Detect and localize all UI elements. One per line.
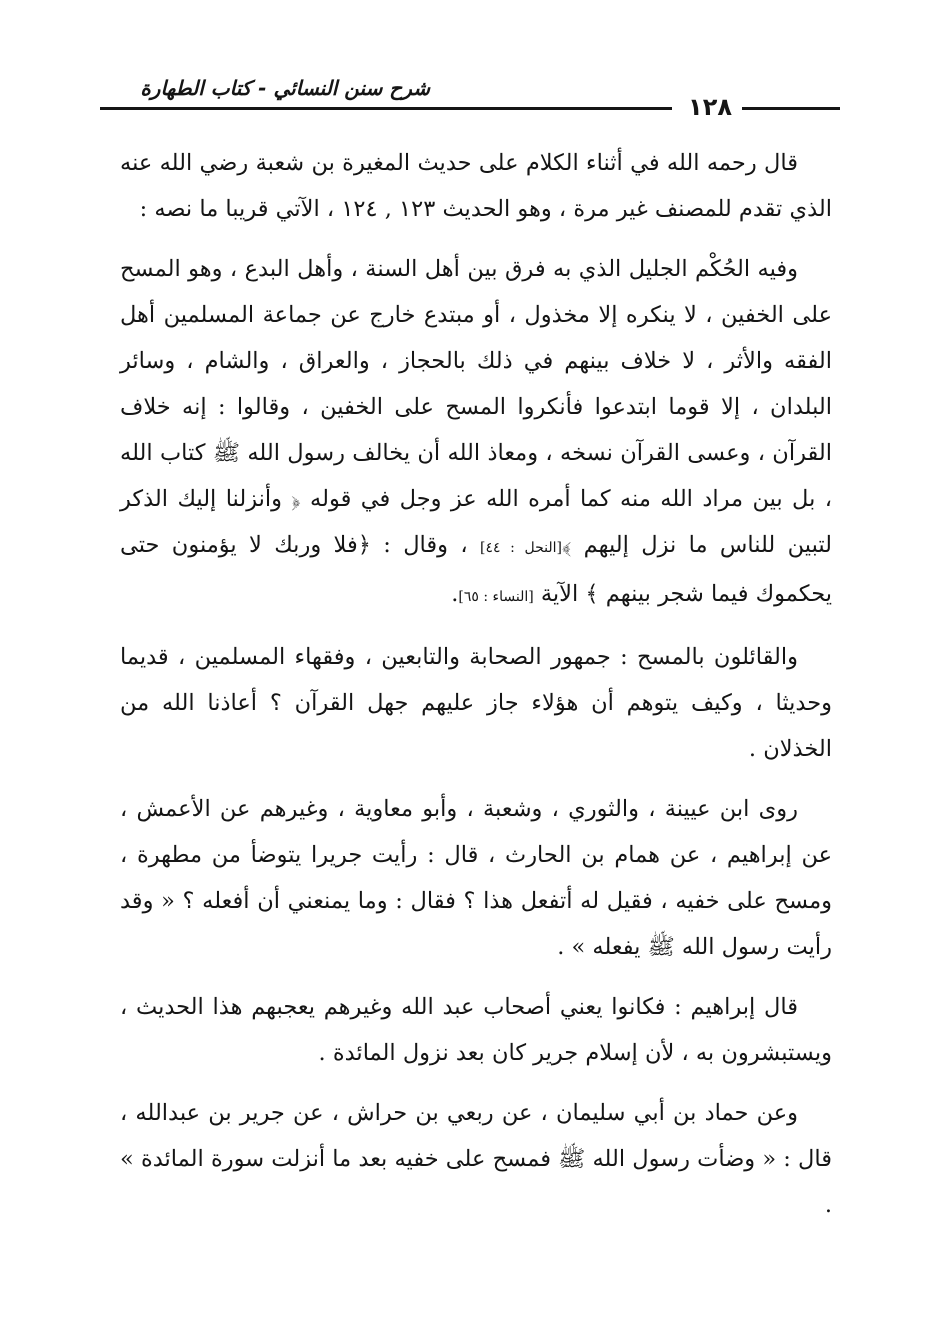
page-number: ١٢٨ <box>688 93 732 121</box>
header-rule-right <box>742 107 840 110</box>
header-rule-left <box>100 107 672 110</box>
paragraph-5: قال إبراهيم : فكانوا يعني أصحاب عبد الله وغيرهم يعجبهم هذا الحديث ، ويستبشرون به ، لأن إسلام جرير كان بعد نزول المائدة . <box>120 994 832 1066</box>
paragraph-3: والقائلون بالمسح : جمهور الصحابة والتابعين ، وفقهاء المسلمين ، قديما وحديثا ، وكيف يتوهم أن هؤلاء جاز عليهم جهل القرآن ؟ أعاذنا الله من الخذلان . <box>120 644 832 762</box>
paragraph-2-middle: ، وقال : ﴿فلا وربك لا يؤمنون حتى يحكموك فيما شجر بينهم ﴾ الآية <box>120 532 832 607</box>
quran-citation-nahl: [النحل : ٤٤] <box>480 540 563 556</box>
paragraph-4: روى ابن عيينة ، والثوري ، وشعبة ، وأبو معاوية ، وغيرهم عن الأعمش ، عن إبراهيم ، عن همام بن الحارث ، قال : رأيت جريرا يتوضأ من مطهرة ، ومسح على خفيه ، فقيل له أتفعل هذا ؟ فقال : وما يمنعني أن أفعله ؟ « وقد رأيت رسول الله ﷺ يفعله » . <box>120 796 832 960</box>
running-title: شرح سنن النسائي - كتاب الطهارة <box>140 76 430 100</box>
paragraph-1: قال رحمه الله في أثناء الكلام على حديث المغيرة بن شعبة رضي الله عنه الذي تقدم للمصنف غير مرة ، وهو الحديث ١٢٣ , ١٢٤ ، الآتي قريبا ما نصه : <box>120 150 832 222</box>
quran-citation-nisa: [النساء : ٦٥] <box>458 589 534 605</box>
paragraph-6: وعن حماد بن أبي سليمان ، عن ربعي بن حراش ، عن جرير بن عبدالله ، قال : « وضأت رسول الله ﷺ فمسح على خفيه بعد ما أنزلت سورة المائدة » . <box>120 1100 832 1218</box>
paragraph-2 <box>120 246 832 620</box>
page-header <box>100 76 840 121</box>
paragraph-2-end: . <box>451 581 459 607</box>
paragraph-2-text: وفيه الحُكْم الجليل الذي به فرق بين أهل السنة ، وأهل البدع ، وهو المسح على الخفين ، لا ينكره إلا مخذول ، أو مبتدع خارج عن جماعة المسلمين أهل الفقه والأثر ، لا خلاف بينهم في ذلك بالحجاز ، والعراق ، والشام ، وسائر البلدان ، إلا قوما ابتدعوا فأنكروا المسح على الخفين ، وقالوا : إنه خلاف القرآن ، وعسى القرآن نسخه ، ومعاذ الله أن يخالف رسول الله ﷺ كتاب الله ، بل بين مراد الله منه كما أمره الله عز وجل في قوله ﴿ وأنزلنا إليك الذكر لتبين للناس ما نزل إليهم ﴾ <box>120 256 832 558</box>
body-text <box>120 140 832 1242</box>
